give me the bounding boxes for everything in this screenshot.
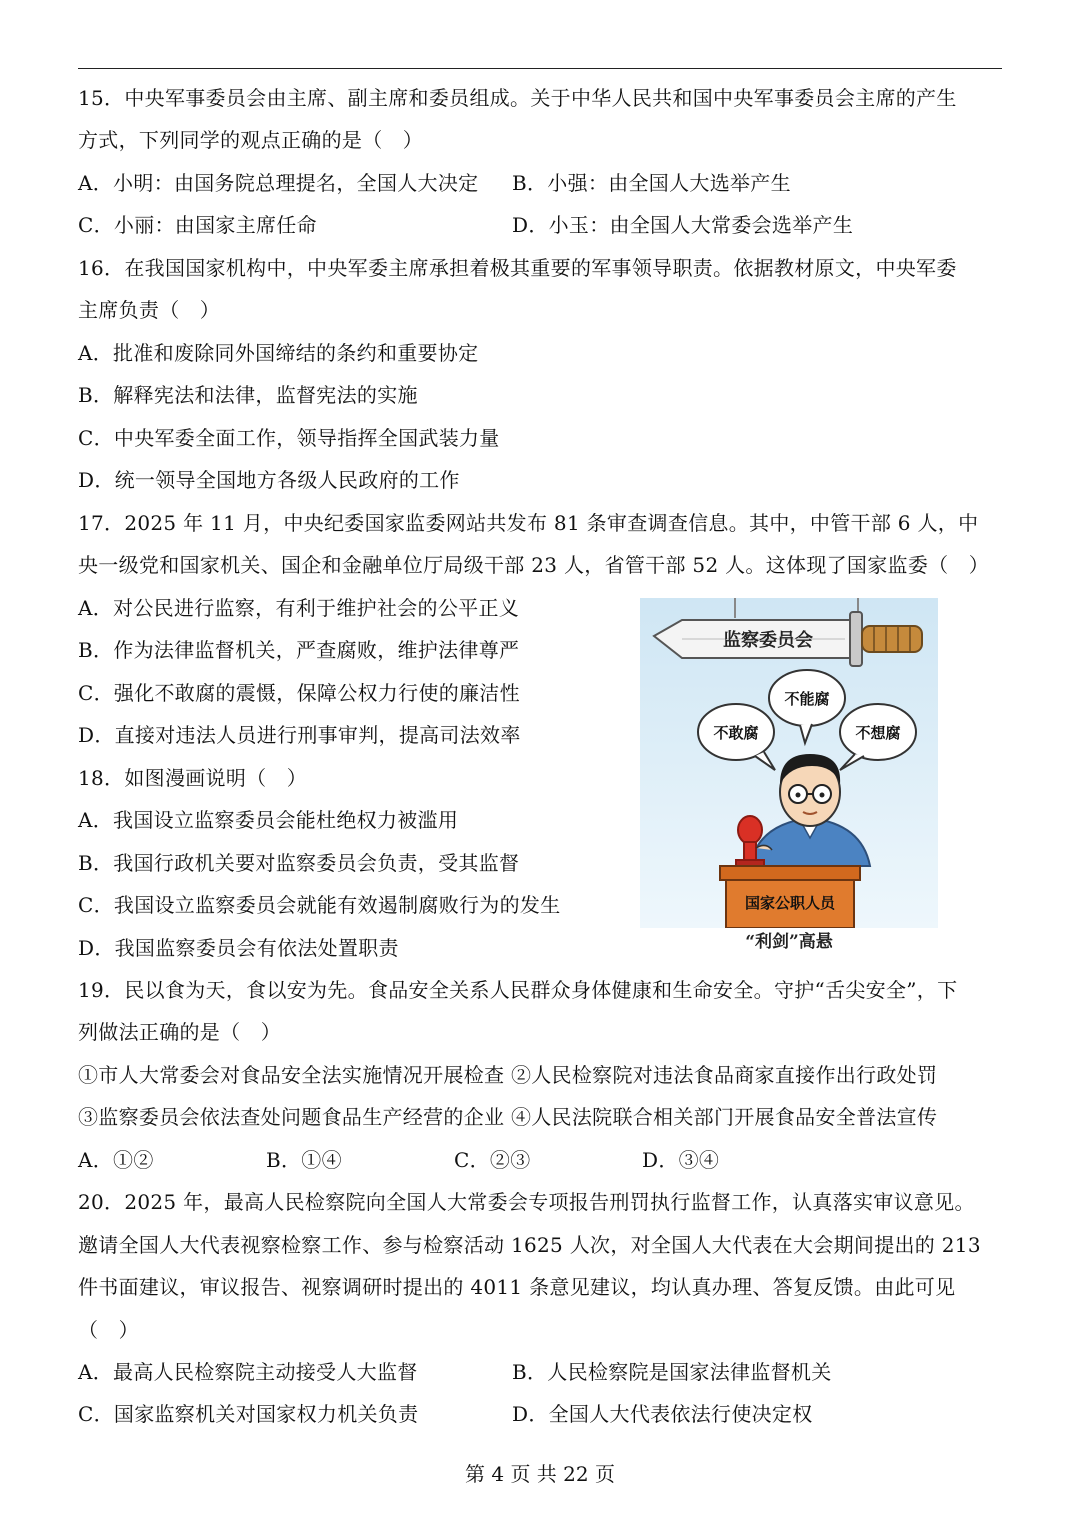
- sword-label: 监察委员会: [723, 630, 813, 651]
- cartoon-illustration: [640, 598, 938, 928]
- q16-option-c: C．中央军委全面工作，领导指挥全国武装力量: [78, 426, 500, 450]
- svg-text:不想腐: 不想腐: [855, 724, 901, 742]
- svg-text:不敢腐: 不敢腐: [713, 724, 759, 742]
- q15-option-a: A．小明：由国务院总理提名，全国人大决定: [78, 171, 479, 195]
- q18-option-b: B．我国行政机关要对监察委员会负责，受其监督: [78, 851, 520, 875]
- q19-stem-line2: 列做法正确的是（ ）: [78, 1020, 281, 1044]
- q19-option-c: C．②③: [454, 1148, 531, 1172]
- q20-stem-line2: 邀请全国人大代表视察检察工作、参与检察活动 1625 人次，对全国人大代表在大会期间提出的 213: [78, 1233, 981, 1257]
- q20-option-d: D．全国人大代表依法行使决定权: [512, 1402, 813, 1426]
- q15-option-b: B．小强：由全国人大选举产生: [512, 171, 791, 195]
- svg-text:不能腐: 不能腐: [784, 690, 830, 708]
- q15-stem-line2: 方式，下列同学的观点正确的是（ ）: [78, 128, 424, 152]
- q20-option-a: A．最高人民检察院主动接受人大监督: [78, 1360, 418, 1384]
- q19-option-a: A．①②: [78, 1148, 154, 1172]
- q19-option-b: B．①④: [266, 1148, 342, 1172]
- q18-option-a: A．我国设立监察委员会能杜绝权力被滥用: [78, 808, 459, 832]
- q20-option-c: C．国家监察机关对国家权力机关负责: [78, 1402, 419, 1426]
- q18-option-d: D．我国监察委员会有依法处置职责: [78, 936, 399, 960]
- q17-stem-line1: 17．2025 年 11 月，中央纪委国家监委网站共发布 81 条审查调查信息。其中，中管干部 6 人，中: [78, 511, 979, 535]
- q20-stem-line4: （ ）: [78, 1318, 139, 1342]
- q17-stem-line2: 央一级党和国家机关、国企和金融单位厅局级干部 23 人，省管干部 52 人。这体现了国家监委（ ）: [78, 553, 990, 577]
- q19-option-d: D．③④: [642, 1148, 720, 1172]
- q19-statements-line2: ③监察委员会依法查处问题食品生产经营的企业 ④人民法院联合相关部门开展食品安全普法宣传: [78, 1105, 938, 1129]
- q16-option-a: A．批准和废除同外国缔结的条约和重要协定: [78, 341, 479, 365]
- q15-stem-line1: 15．中央军事委员会由主席、副主席和委员组成。关于中华人民共和国中央军事委员会主席的产生: [78, 86, 957, 110]
- page-footer: 第 4 页 共 22 页: [465, 1462, 615, 1486]
- q16-stem-line2: 主席负责（ ）: [78, 298, 221, 322]
- q15-option-c: C．小丽：由国家主席任命: [78, 213, 317, 237]
- q20-stem-line3: 件书面建议，审议报告、视察调研时提出的 4011 条意见建议，均认真办理、答复反馈。由此可见: [78, 1275, 956, 1299]
- q20-stem-line1: 20．2025 年，最高人民检察院向全国人大常委会专项报告刑罚执行监督工作，认真落实审议意见。: [78, 1190, 975, 1214]
- q17-option-b: B．作为法律监督机关，严查腐败，维护法律尊严: [78, 638, 520, 662]
- q17-option-c: C．强化不敢腐的震慑，保障公权力行使的廉洁性: [78, 681, 520, 705]
- q16-stem-line1: 16．在我国国家机构中，中央军委主席承担着极其重要的军事领导职责。依据教材原文，中央军委: [78, 256, 957, 280]
- q17-option-d: D．直接对违法人员进行刑事审判，提高司法效率: [78, 723, 521, 747]
- cartoon-caption: “利剑”高悬: [745, 932, 833, 952]
- q15-option-d: D．小玉：由全国人大常委会选举产生: [512, 213, 854, 237]
- q19-statements-line1: ①市人大常委会对食品安全法实施情况开展检查 ②人民检察院对违法食品商家直接作出行政处罚: [78, 1063, 938, 1087]
- q18-option-c: C．我国设立监察委员会就能有效遏制腐败行为的发生: [78, 893, 561, 917]
- q17-option-a: A．对公民进行监察，有利于维护社会的公平正义: [78, 596, 520, 620]
- top-rule: [78, 68, 1002, 69]
- q20-option-b: B．人民检察院是国家法律监督机关: [512, 1360, 832, 1384]
- q16-option-b: B．解释宪法和法律，监督宪法的实施: [78, 383, 418, 407]
- q19-stem-line1: 19．民以食为天，食以安为先。食品安全关系人民群众身体健康和生命安全。守护“舌尖安全”，下: [78, 978, 958, 1002]
- q18-stem: 18．如图漫画说明（ ）: [78, 766, 308, 790]
- q16-option-d: D．统一领导全国地方各级人民政府的工作: [78, 468, 460, 492]
- desk-label: 国家公职人员: [744, 894, 836, 912]
